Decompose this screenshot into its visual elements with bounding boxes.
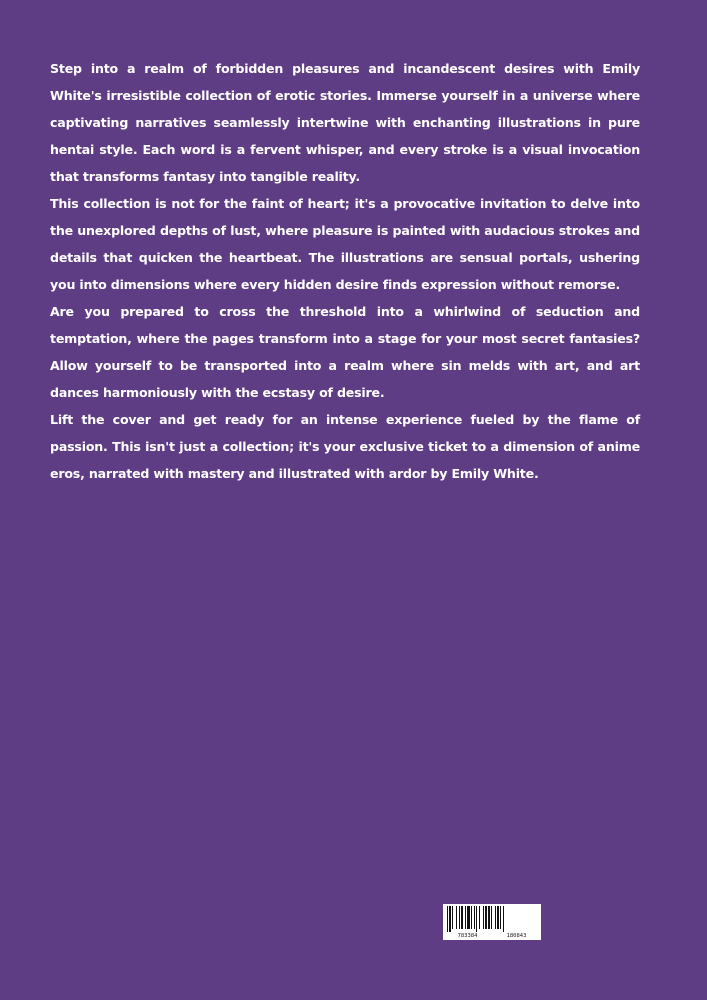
barcode-bar [467,906,470,929]
barcode-bar [476,906,477,932]
barcode-bar [497,906,499,929]
barcode-bar [488,906,490,929]
barcode-bar [479,906,480,929]
barcode-bar [447,906,448,932]
barcode-bar [461,906,463,929]
barcode-bar [452,906,453,929]
barcode-bar [495,906,496,929]
barcode-digits [443,933,541,939]
blurb-paragraph-2: This collection is not for the faint of heart; it's a provocative invitation to delve into the unexplored depths of lust, where pleasure is painted with audacious strokes and details that quicken the heartbeat. The illustrations are sensual portals, ushering you into dimensions where every hidden desire finds expression without remorse. [50,196,640,292]
barcode-digits-right: 180843 [506,933,527,939]
barcode-bar [456,906,457,929]
barcode-bar [483,906,484,929]
barcode-bar [449,906,451,932]
barcode-bar [503,906,504,932]
barcode-bar [485,906,487,929]
barcode-bar [471,906,472,929]
barcode-bar [474,906,475,929]
barcode-digits-left: 783384 [457,933,478,939]
barcode-bar [500,906,501,929]
blurb-paragraph-4: Lift the cover and get ready for an intense experience fueled by the flame of passion. This isn't just a collection; it's your exclusive ticket to a dimension of anime eros, narrated with mastery and illustrated with ardor by Emily White. [50,412,640,481]
back-cover-blurb [50,55,640,487]
barcode-bar [459,906,460,929]
barcode-bar [491,906,492,929]
blurb-paragraph-1: Step into a realm of forbidden pleasures and incandescent desires with Emily White's irresistible collection of erotic stories. Immerse yourself in a universe where captivating narratives seamlessly intertwine with enchanting illustrations in pure hentai style. Each word is a fervent whisper, and every stroke is a visual invocation that transforms fantasy into tangible reality. [50,61,640,184]
barcode-bars [443,904,541,932]
barcode-bar [465,906,466,929]
blurb-paragraph-3: Are you prepared to cross the threshold into a whirlwind of seduction and temptation, where the pages transform into a stage for your most secret fantasies? Allow yourself to be transported into a realm where sin melds with art, and art dances harmoniously with the ecstasy of desire. [50,304,640,400]
barcode [443,904,541,940]
